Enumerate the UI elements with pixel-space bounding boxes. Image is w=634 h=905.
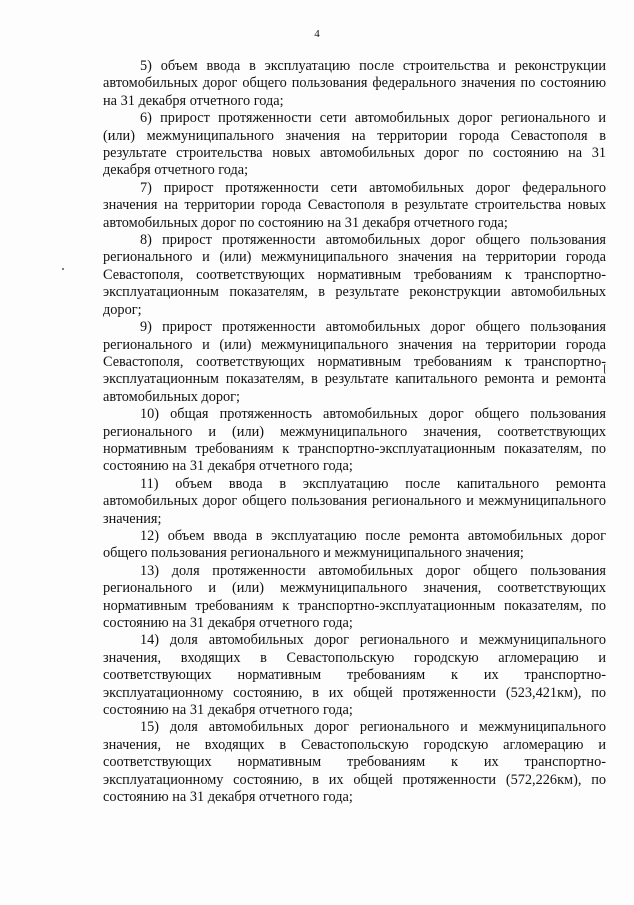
pen-mark [604, 364, 608, 374]
document-body [103, 58, 606, 806]
list-item-7: 7) прирост протяженности сети автомобильных дорог федерального значения на территории города Севастополя в результате строительства новых автомобильных дорог по состоянию на 31 декабря отчетного года; [103, 179, 606, 231]
list-item-11: 11) объем ввода в эксплуатацию после капитального ремонта автомобильных дорог общего пользования регионального и межмуниципального значения; [103, 475, 606, 527]
list-item-15: 15) доля автомобильных дорог регионального и межмуниципального значения, не входящих в Севастопольскую городскую агломерацию и соответствующих нормативным требованиям к их транспортно-эксплуатационному состоянию, в их общей протяженности (572,226км), по состоянию на 31 декабря отчетного года; [103, 719, 606, 806]
list-item-12: 12) объем ввода в эксплуатацию после ремонта автомобильных дорог общего пользования регионального и межмуниципального значения; [103, 527, 606, 562]
list-item-9: 9) прирост протяженности автомобильных дорог общего пользования регионального и (или) межмуниципального значения на территории города Севастополя, соответствующих нормативным требованиям к транспортно-эксплуатационным показателям, в результате капитального ремонта и ремонта автомобильных дорог; [103, 319, 606, 405]
list-item-8: 8) прирост протяженности автомобильных дорог общего пользования регионального и (или) межмуниципального значения на территории города Севастополя, соответствующих нормативным требованиям к транспортно-эксплуатационным показателям, в результате реконструкции автомобильных дорог; [103, 232, 606, 318]
list-item-10: 10) общая протяженность автомобильных дорог общего пользования регионального и (или) межмуниципального значения, соответствующих нормативным требованиям к транспортно-эксплуатационным показателям, по состоянию на 31 декабря отчетного года; [103, 406, 606, 475]
pen-mark [575, 324, 579, 334]
list-item-5: 5) объем ввода в эксплуатацию после строительства и реконструкции автомобильных дорог общего пользования федерального значения по состоянию на 31 декабря отчетного года; [103, 58, 606, 109]
scan-speck [62, 268, 64, 270]
list-item-14: 14) доля автомобильных дорог регионального и межмуниципального значения, входящих в Севастопольскую городскую агломерацию и соответствующих нормативным требованиям к их транспортно-эксплуатационному состоянию, в их общей протяженности (523,421км), по состоянию на 31 декабря отчетного года; [103, 632, 606, 719]
list-item-13: 13) доля протяженности автомобильных дорог общего пользования регионального и (или) межмуниципального значения, соответствующих нормативным требованиям к транспортно-эксплуатационным показателям, по состоянию на 31 декабря отчетного года; [103, 562, 606, 631]
page-number: 4 [314, 28, 320, 40]
list-item-6: 6) прирост протяженности сети автомобильных дорог регионального и (или) межмуниципального значения на территории города Севастополя в результате строительства новых автомобильных дорог по состоянию на 31 декабря отчетного года; [103, 110, 606, 179]
